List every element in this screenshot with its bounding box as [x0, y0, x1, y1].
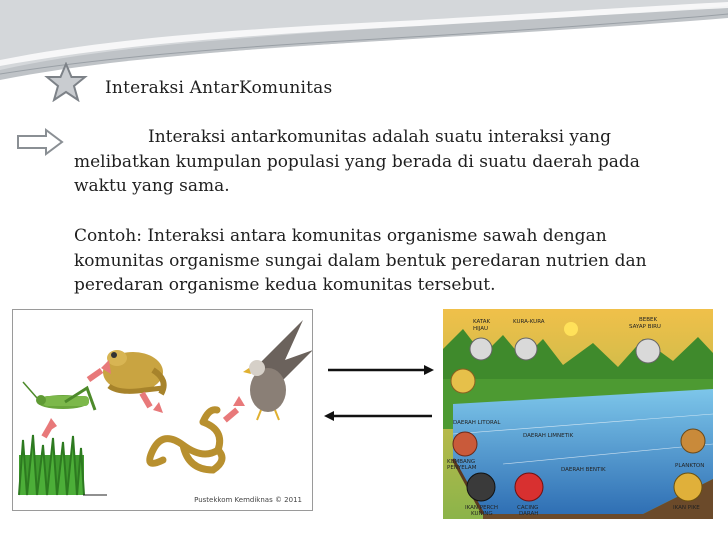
food-chain-illustration — [12, 309, 313, 511]
snail-icon — [451, 369, 475, 393]
definition-line-1: Interaksi antarkomunitas adalah suatu interaksi yang — [148, 127, 611, 147]
lake-ecosystem-illustration — [443, 309, 713, 519]
example-line-3: peredaran organisme kedua komunitas tersebut. — [74, 275, 496, 295]
interaction-arrows — [320, 358, 440, 428]
label-plankton: PLANKTON — [675, 463, 705, 469]
sun-icon — [564, 322, 578, 336]
label-penyelam: PENYELAM — [447, 465, 477, 471]
eagle-illustration — [243, 320, 312, 420]
label-katak: KATAK — [473, 319, 491, 325]
definition-line-3: waktu yang sama. — [74, 176, 230, 196]
slide-title: Interaksi AntarKomunitas — [105, 78, 333, 98]
perch-icon — [467, 473, 495, 501]
label-litoral: DAERAH LITORAL — [453, 420, 501, 426]
label-kura: KURA-KURA — [513, 319, 545, 325]
frog-illustration — [103, 350, 164, 394]
label-bentik: DAERAH BENTIK — [561, 467, 606, 473]
label-ikan-pike: IKAN PIKE — [673, 505, 700, 511]
pike-icon — [674, 473, 702, 501]
label-hijau: HIJAU — [473, 326, 489, 332]
snake-illustration — [150, 410, 222, 470]
worm-icon — [515, 473, 543, 501]
duck-icon — [636, 339, 660, 363]
grass-illustration — [19, 435, 107, 495]
frog-icon — [470, 338, 492, 360]
label-darah: DARAH — [519, 511, 539, 517]
definition-line-2: melibatkan kumpulan populasi yang berada di suatu daerah pada — [74, 151, 640, 172]
example-paragraph — [74, 224, 674, 298]
food-chain-drawing — [13, 310, 312, 510]
arrow-right-icon — [16, 128, 64, 156]
plankton-icon — [681, 429, 705, 453]
star-icon — [44, 62, 88, 102]
label-kumbang: KUMBANG — [447, 459, 476, 465]
turtle-icon — [515, 338, 537, 360]
image-credit: Pustekkom Kemdiknas © 2011 — [194, 496, 302, 504]
label-bebek: BEBEK — [639, 317, 658, 323]
example-line-1: Contoh: Interaksi antara komunitas organisme sawah dengan — [74, 226, 607, 246]
arrow-left-head — [324, 411, 334, 421]
example-line-2: komunitas organisme sungai dalam bentuk peredaran nutrien dan — [74, 250, 647, 271]
label-cacing: CACING — [517, 505, 539, 511]
header-swoosh — [0, 0, 728, 90]
label-kuning: KUNING — [471, 511, 493, 517]
beetle-icon — [453, 432, 477, 456]
label-ikan-perch: IKAN PERCH — [465, 505, 499, 511]
arrow-right-head — [424, 365, 434, 375]
definition-paragraph — [74, 125, 674, 199]
grasshopper-illustration — [23, 382, 95, 410]
label-limnetik: DAERAH LIMNETIK — [523, 433, 574, 439]
label-sayap-biru: SAYAP BIRU — [629, 324, 661, 330]
